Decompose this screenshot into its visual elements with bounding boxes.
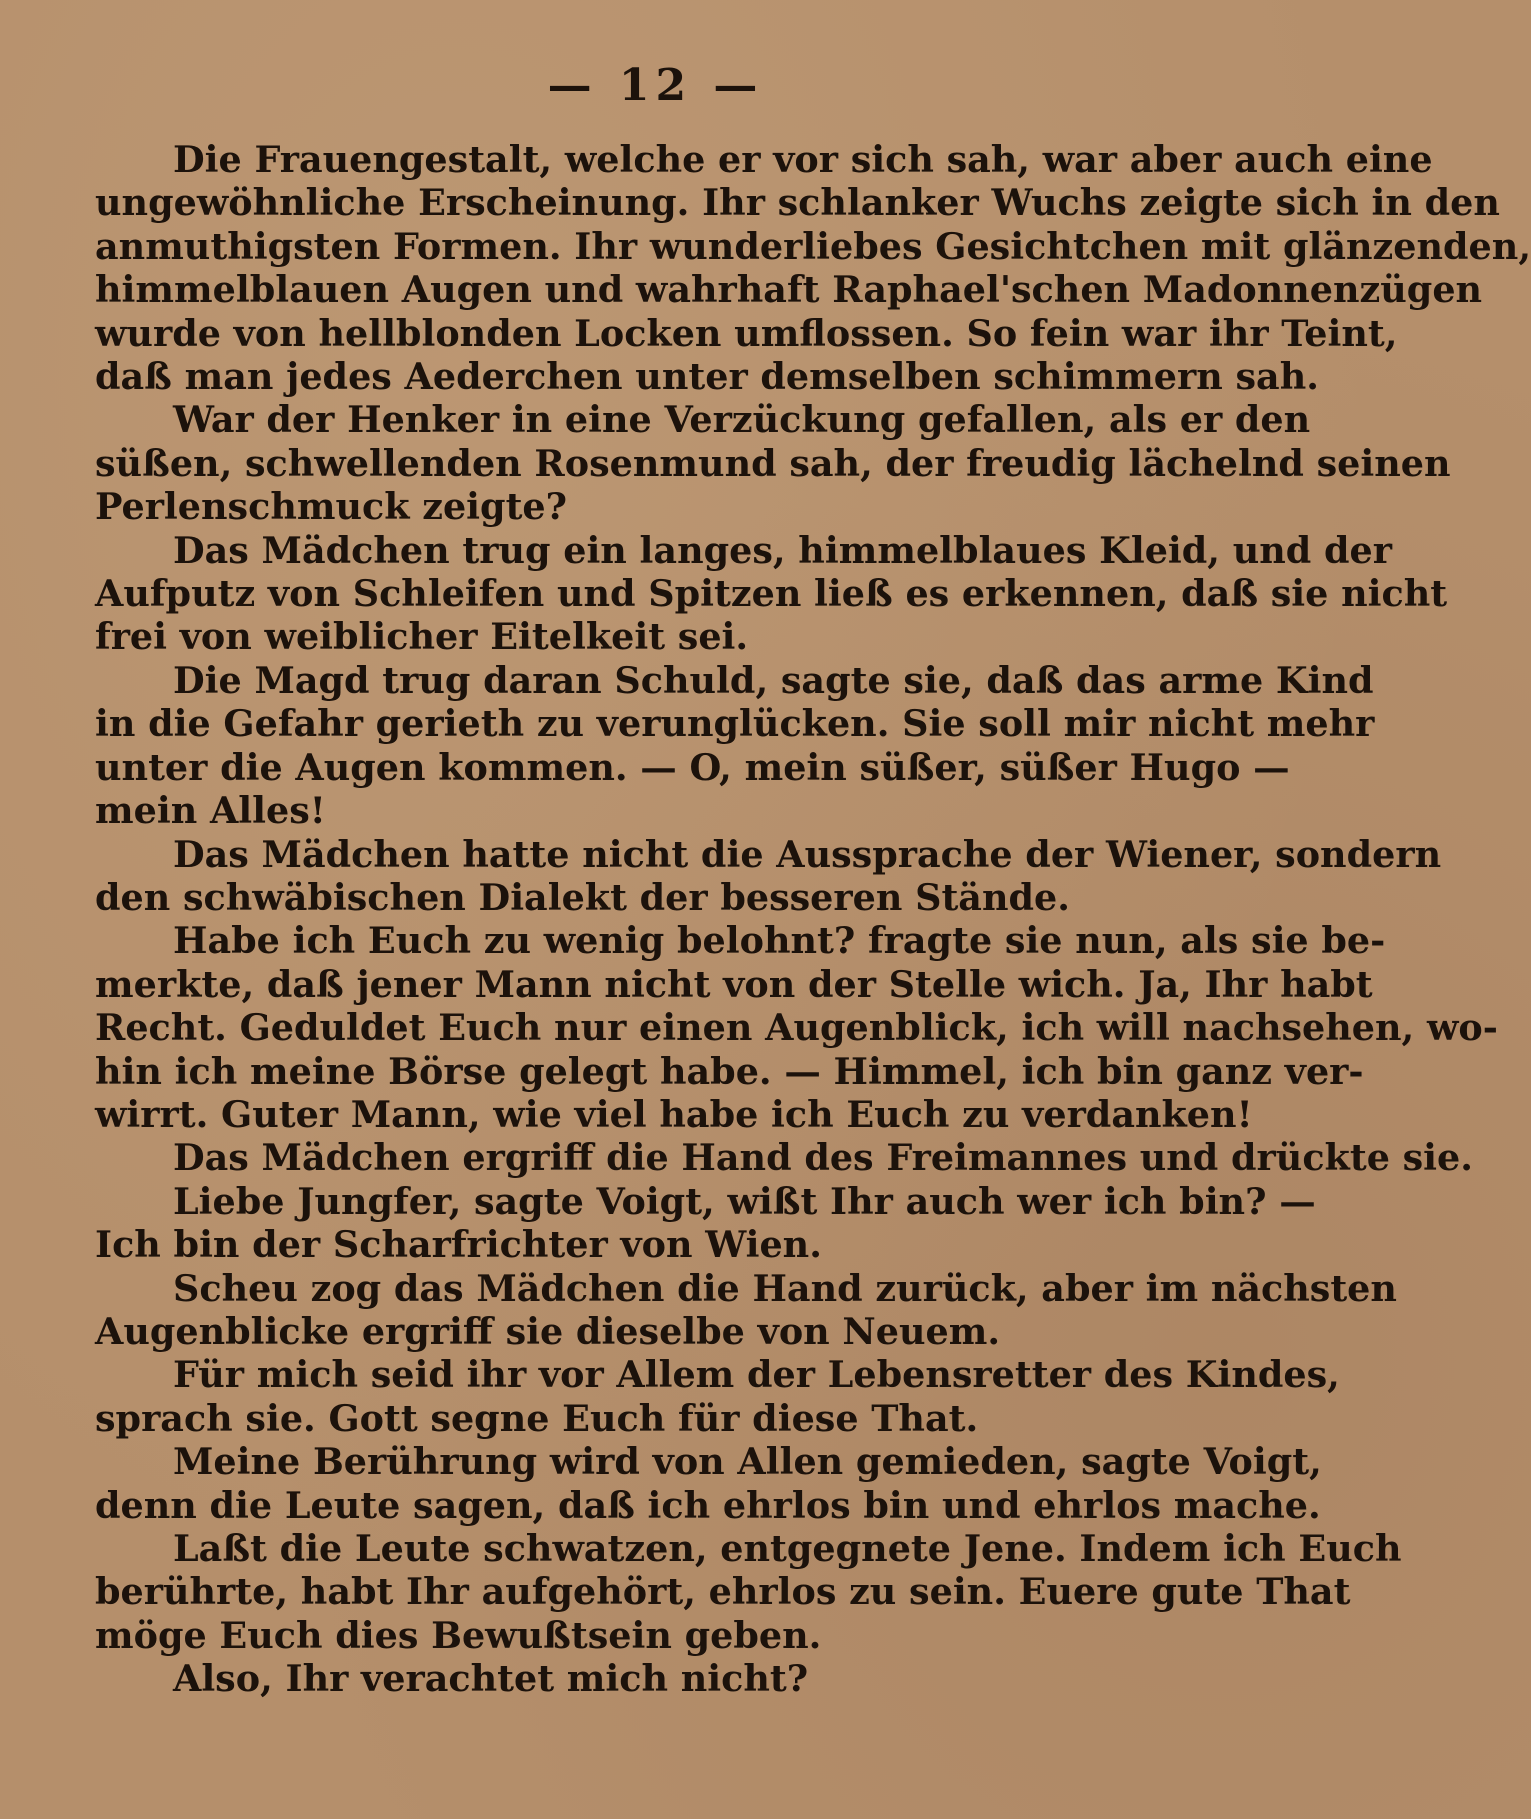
text-line: in die Gefahr gerieth zu verunglücken. Sie soll mir nicht mehr: [95, 702, 1375, 746]
text-line: Liebe Jungfer, sagte Voigt, wißt Ihr auch wer ich bin? —: [173, 1179, 1316, 1223]
text-line: wurde von hellblonden Locken umflossen. So fein war ihr Teint,: [95, 311, 1398, 355]
text-line: daß man jedes Aederchen unter demselben schimmern sah.: [95, 355, 1319, 399]
text-line: Ich bin der Scharfrichter von Wien.: [95, 1223, 822, 1267]
text-line: Perlenschmuck zeigte?: [95, 485, 568, 529]
text-line: Aufputz von Schleifen und Spitzen ließ es erkennen, daß sie nicht: [95, 572, 1448, 616]
text-line: Die Frauengestalt, welche er vor sich sah, war aber auch eine: [173, 138, 1433, 181]
text-line: frei von weiblicher Eitelkeit sei.: [95, 615, 749, 659]
text-line: Das Mädchen trug ein langes, himmelblaues Kleid, und der: [173, 528, 1392, 572]
paragraph: [95, 832, 1442, 920]
text-line: denn die Leute sagen, daß ich ehrlos bin und ehrlos mache.: [95, 1483, 1321, 1527]
paragraph: [95, 1657, 1255, 1700]
text-line: Für mich seid ihr vor Allem der Lebensretter des Kindes,: [173, 1353, 1340, 1397]
text-line: mein Alles!: [95, 789, 326, 833]
paragraph: [95, 138, 1531, 399]
text-line: hin ich meine Börse gelegt habe. — Himmel, ich bin ganz ver-: [95, 1049, 1364, 1093]
text-line: sprach sie. Gott segne Euch für diese That.: [95, 1396, 979, 1440]
text-line: Die Magd trug daran Schuld, sagte sie, daß das arme Kind: [173, 658, 1374, 702]
text-line: süßen, schwellenden Rosenmund sah, der freudig lächelnd seinen: [95, 441, 1451, 485]
text-line: wirrt. Guter Mann, wie viel habe ich Euch zu verdanken!: [95, 1092, 1253, 1136]
paragraph: [95, 1136, 1473, 1180]
text-line: unter die Augen kommen. — O, mein süßer, süßer Hugo —: [95, 745, 1290, 789]
text-line: Das Mädchen ergriff die Hand des Freimannes und drückte sie.: [173, 1136, 1473, 1180]
paragraph: [95, 1266, 1397, 1354]
text-line: merkte, daß jener Mann nicht von der Stelle wich. Ja, Ihr habt: [95, 962, 1373, 1006]
text-line: Meine Berührung wird von Allen gemieden, sagte Voigt,: [173, 1440, 1322, 1484]
paragraph: [95, 658, 1375, 833]
text-line: Also, Ihr verachtet mich nicht?: [173, 1657, 809, 1701]
paragraph: [95, 1353, 1340, 1440]
paragraph: [95, 1179, 1316, 1267]
text-line: möge Euch dies Bewußtsein geben.: [95, 1613, 822, 1657]
text-line: anmuthigsten Formen. Ihr wunderliebes Gesichtchen mit glänzenden,: [95, 224, 1531, 268]
text-line: ungewöhnliche Erscheinung. Ihr schlanker Wuchs zeigte sich in den: [95, 181, 1500, 225]
text-line: Recht. Geduldet Euch nur einen Augenblick, ich will nachsehen, wo-: [95, 1006, 1498, 1050]
text-line: berührte, habt Ihr aufgehört, ehrlos zu sein. Euere gute That: [95, 1570, 1351, 1614]
body-text: [95, 138, 1531, 1701]
paragraph: [95, 1440, 1322, 1527]
paragraph: [95, 398, 1451, 529]
text-line: War der Henker in eine Verzückung gefallen, als er den: [173, 398, 1311, 442]
text-line: Augenblicke ergriff sie dieselbe von Neuem.: [95, 1309, 1001, 1353]
text-line: Habe ich Euch zu wenig belohnt? fragte sie nun, als sie be-: [173, 919, 1386, 963]
text-line: Scheu zog das Mädchen die Hand zurück, aber im nächsten: [173, 1266, 1397, 1310]
text-line: himmelblauen Augen und wahrhaft Raphael'schen Madonnenzügen: [95, 268, 1483, 312]
page-number: — 12 —: [547, 60, 764, 111]
text-line: Das Mädchen hatte nicht die Aussprache der Wiener, sondern: [173, 832, 1442, 876]
paragraph: [95, 1527, 1402, 1657]
text-line: Laßt die Leute schwatzen, entgegnete Jene. Indem ich Euch: [173, 1527, 1402, 1570]
text-line: den schwäbischen Dialekt der besseren Stände.: [95, 875, 1070, 919]
paragraph: [95, 919, 1498, 1136]
paragraph: [95, 528, 1448, 659]
